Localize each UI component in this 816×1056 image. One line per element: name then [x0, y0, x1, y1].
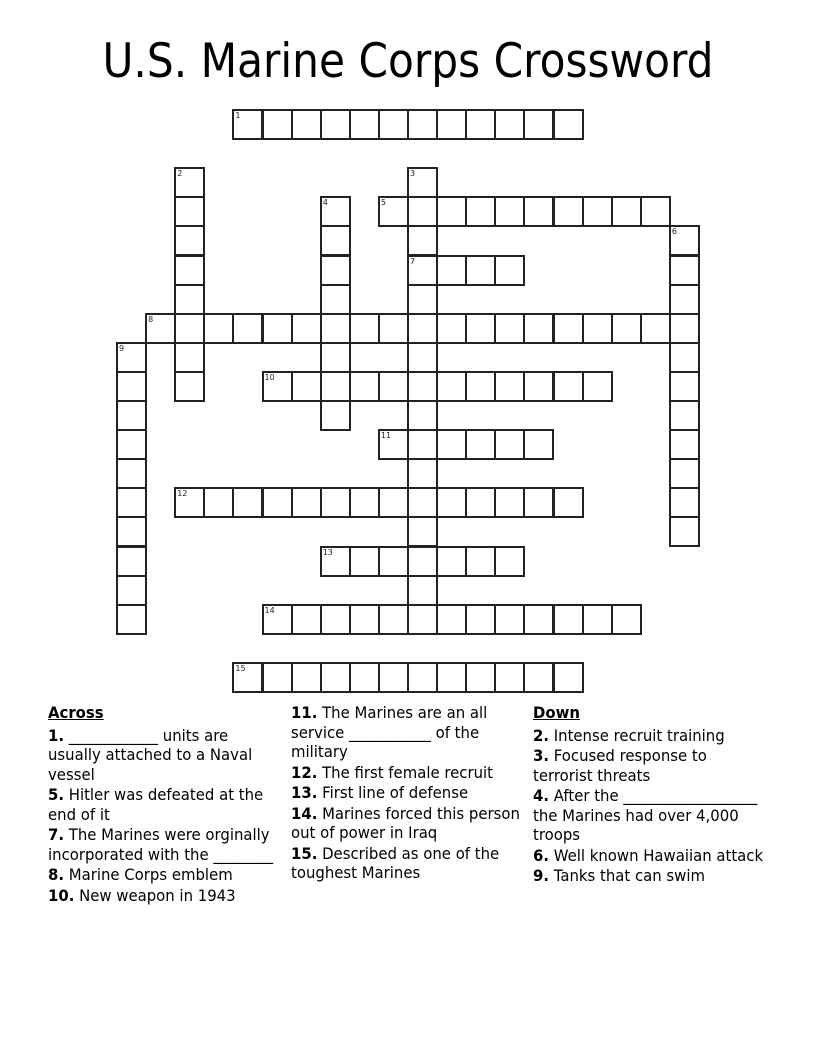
grid-cell[interactable] [494, 662, 525, 693]
grid-cell[interactable] [407, 255, 438, 286]
grid-cell[interactable] [407, 458, 438, 489]
grid-cell[interactable] [553, 313, 584, 344]
grid-cell[interactable] [349, 487, 380, 518]
grid-cell[interactable] [174, 487, 205, 518]
clue-number-label: 9 [119, 343, 125, 353]
grid-cell[interactable] [669, 458, 700, 489]
grid-cell[interactable] [582, 604, 613, 635]
clue-number-label: 5 [380, 198, 386, 208]
clue-number-label: 13 [322, 547, 333, 557]
grid-cell[interactable] [494, 196, 525, 227]
grid-cell[interactable] [116, 546, 147, 577]
clue-across-13: 13. First line of defense [291, 783, 469, 802]
grid-cell[interactable] [262, 487, 293, 518]
grid-cell[interactable] [116, 371, 147, 402]
grid-cell[interactable] [378, 604, 409, 635]
grid-cell[interactable] [669, 225, 700, 256]
grid-cell[interactable] [349, 371, 380, 402]
clue-number-label: 7 [410, 256, 416, 266]
grid-cell[interactable] [378, 196, 409, 227]
grid-cell[interactable] [232, 487, 263, 518]
clue-number-label: 1 [235, 111, 241, 120]
grid-cell[interactable] [407, 662, 438, 693]
grid-cell[interactable] [523, 196, 554, 227]
grid-cell[interactable] [640, 313, 671, 344]
grid-cell[interactable] [669, 342, 700, 373]
grid-cell[interactable] [378, 662, 409, 693]
grid-cell[interactable] [232, 313, 263, 344]
clue-across-11: 11. The Marines are an all service ___________ of the military [291, 703, 488, 761]
across-clues-column-2 [291, 703, 524, 884]
clue-across-15: 15. Described as one of the toughest Marines [291, 843, 500, 882]
grid-cell[interactable] [465, 487, 496, 518]
grid-cell[interactable] [320, 225, 351, 256]
grid-cell[interactable] [320, 255, 351, 286]
grid-cell[interactable] [262, 371, 293, 402]
grid-cell[interactable] [611, 604, 642, 635]
grid-cell[interactable] [320, 284, 351, 315]
down-clues-column [533, 703, 766, 887]
grid-cell[interactable] [320, 487, 351, 518]
grid-cell[interactable] [465, 662, 496, 693]
grid-cell[interactable] [174, 167, 205, 198]
grid-cell[interactable] [465, 196, 496, 227]
clue-down-3: 3. Focused response to terrorist threats [533, 746, 707, 785]
grid-cell[interactable] [174, 371, 205, 402]
grid-cell[interactable] [465, 313, 496, 344]
grid-cell[interactable] [407, 342, 438, 373]
grid-cell[interactable] [436, 196, 467, 227]
grid-cell[interactable] [523, 313, 554, 344]
clue-across-1: 1. ____________ units are usually attached to a Naval vessel [48, 725, 253, 784]
grid-cell[interactable] [232, 662, 263, 693]
grid-cell[interactable] [436, 546, 467, 577]
clue-number-label: 4 [322, 198, 328, 208]
grid-cell[interactable] [611, 196, 642, 227]
across-clues-column-1 [48, 703, 281, 906]
grid-cell[interactable] [436, 429, 467, 460]
grid-cell[interactable] [291, 662, 322, 693]
grid-cell[interactable] [582, 371, 613, 402]
grid-cell[interactable] [494, 313, 525, 344]
grid-cell[interactable] [407, 196, 438, 227]
grid-cell[interactable] [669, 284, 700, 315]
grid-cell[interactable] [116, 487, 147, 518]
grid-cell[interactable] [407, 429, 438, 460]
grid-cell[interactable] [436, 255, 467, 286]
clue-across-7: 7. The Marines were orginally incorporated with the ________ [48, 825, 273, 864]
grid-cell[interactable] [436, 662, 467, 693]
grid-cell[interactable] [523, 429, 554, 460]
grid-cell[interactable] [145, 313, 176, 344]
grid-cell[interactable] [378, 313, 409, 344]
grid-cell[interactable] [669, 487, 700, 518]
grid-cell[interactable] [378, 371, 409, 402]
grid-cell[interactable] [320, 313, 351, 344]
grid-cell[interactable] [407, 516, 438, 547]
grid-cell[interactable] [465, 429, 496, 460]
grid-cell[interactable] [203, 487, 234, 518]
grid-cell[interactable] [611, 313, 642, 344]
grid-cell[interactable] [291, 313, 322, 344]
grid-cell[interactable] [494, 429, 525, 460]
grid-cell[interactable] [553, 662, 584, 693]
clue-down-6: 6. Well known Hawaiian attack [533, 845, 764, 865]
grid-cell[interactable] [116, 604, 147, 635]
grid-cell[interactable] [116, 458, 147, 489]
grid-cell[interactable] [436, 109, 467, 140]
grid-cell[interactable] [349, 546, 380, 577]
grid-cell[interactable] [494, 109, 525, 140]
grid-cell[interactable] [349, 313, 380, 344]
grid-cell[interactable] [553, 196, 584, 227]
grid-cell[interactable] [320, 662, 351, 693]
clue-number-label: 3 [410, 169, 416, 179]
grid-cell[interactable] [523, 109, 554, 140]
grid-cell[interactable] [262, 109, 293, 140]
grid-cell[interactable] [553, 487, 584, 518]
grid-cell[interactable] [465, 255, 496, 286]
grid-cell[interactable] [407, 167, 438, 198]
clue-number-label: 6 [671, 227, 677, 237]
grid-cell[interactable] [494, 487, 525, 518]
grid-cell[interactable] [320, 109, 351, 140]
grid-cell[interactable] [669, 371, 700, 402]
grid-cell[interactable] [262, 604, 293, 635]
grid-cell[interactable] [465, 109, 496, 140]
grid-cell[interactable] [407, 400, 438, 431]
grid-cell[interactable] [291, 109, 322, 140]
grid-cell[interactable] [640, 196, 671, 227]
grid-cell[interactable] [465, 546, 496, 577]
grid-cell[interactable] [553, 604, 584, 635]
grid-cell[interactable] [494, 546, 525, 577]
grid-cell[interactable] [116, 575, 147, 606]
grid-cell[interactable] [174, 342, 205, 373]
down-heading: Down [533, 703, 580, 722]
grid-cell[interactable] [349, 109, 380, 140]
clue-number-label: 11 [380, 431, 392, 441]
grid-cell[interactable] [407, 225, 438, 256]
grid-cell[interactable] [174, 255, 205, 286]
grid-cell[interactable] [407, 575, 438, 606]
grid-cell[interactable] [669, 400, 700, 431]
grid-cell[interactable] [378, 487, 409, 518]
grid-cell[interactable] [320, 604, 351, 635]
grid-cell[interactable] [116, 429, 147, 460]
grid-cell[interactable] [320, 546, 351, 577]
grid-cell[interactable] [291, 604, 322, 635]
grid-cell[interactable] [669, 255, 700, 286]
grid-cell[interactable] [174, 196, 205, 227]
grid-cell[interactable] [378, 546, 409, 577]
grid-cell[interactable] [494, 371, 525, 402]
grid-cell[interactable] [174, 225, 205, 256]
grid-cell[interactable] [232, 109, 263, 140]
grid-cell[interactable] [407, 313, 438, 344]
clue-across-8: 8. Marine Corps emblem [48, 865, 233, 884]
grid-cell[interactable] [320, 342, 351, 373]
grid-cell[interactable] [465, 604, 496, 635]
grid-cell[interactable] [378, 109, 409, 140]
clue-number-label: 8 [148, 314, 154, 324]
grid-cell[interactable] [582, 196, 613, 227]
grid-cell[interactable] [436, 313, 467, 344]
grid-cell[interactable] [465, 371, 496, 402]
grid-cell[interactable] [407, 487, 438, 518]
grid-cell[interactable] [262, 662, 293, 693]
grid-cell[interactable] [291, 487, 322, 518]
clue-across-5: 5. Hitler was defeated at the end of it [48, 785, 264, 824]
clue-across-10: 10. New weapon in 1943 [48, 885, 236, 905]
grid-cell[interactable] [436, 604, 467, 635]
grid-cell[interactable] [407, 546, 438, 577]
grid-cell[interactable] [407, 371, 438, 402]
grid-cell[interactable] [436, 487, 467, 518]
clue-number-label: 12 [177, 489, 188, 499]
grid-cell[interactable] [407, 109, 438, 140]
clue-number-label: 10 [264, 372, 275, 382]
clue-down-2: 2. Intense recruit training [533, 725, 725, 745]
grid-cell[interactable] [669, 313, 700, 344]
clue-down-4: 4. After the __________________ the Marines had over 4,000 troops [533, 786, 758, 844]
grid-cell[interactable] [669, 429, 700, 460]
grid-cell[interactable] [349, 604, 380, 635]
grid-cell[interactable] [262, 313, 293, 344]
grid-cell[interactable] [553, 109, 584, 140]
grid-cell[interactable] [407, 284, 438, 315]
clue-number-label: 15 [235, 663, 246, 673]
grid-cell[interactable] [116, 516, 147, 547]
grid-cell[interactable] [378, 429, 409, 460]
grid-cell[interactable] [116, 342, 147, 373]
grid-cell[interactable] [320, 400, 351, 431]
page-title: U.S. Marine Corps Crossword [102, 34, 714, 89]
grid-cell[interactable] [523, 662, 554, 693]
clue-across-14: 14. Marines forced this person out of power in Iraq [291, 803, 520, 842]
clue-down-9: 9. Tanks that can swim [533, 866, 705, 885]
grid-cell[interactable] [291, 371, 322, 402]
grid-cell[interactable] [203, 313, 234, 344]
grid-cell[interactable] [320, 371, 351, 402]
grid-cell[interactable] [407, 604, 438, 635]
grid-cell[interactable] [582, 313, 613, 344]
grid-cell[interactable] [494, 255, 525, 286]
grid-cell[interactable] [523, 487, 554, 518]
grid-cell[interactable] [436, 371, 467, 402]
grid-cell[interactable] [553, 371, 584, 402]
grid-cell[interactable] [669, 516, 700, 547]
clue-across-12: 12. The first female recruit [291, 762, 493, 782]
grid-cell[interactable] [523, 604, 554, 635]
grid-cell[interactable] [494, 604, 525, 635]
clue-number-label: 2 [177, 169, 183, 179]
clue-number-label: 14 [264, 605, 275, 615]
grid-cell[interactable] [174, 284, 205, 315]
across-heading: Across [48, 703, 104, 722]
grid-cell[interactable] [174, 313, 205, 344]
grid-cell[interactable] [349, 662, 380, 693]
grid-cell[interactable] [320, 196, 351, 227]
grid-cell[interactable] [116, 400, 147, 431]
grid-cell[interactable] [523, 371, 554, 402]
